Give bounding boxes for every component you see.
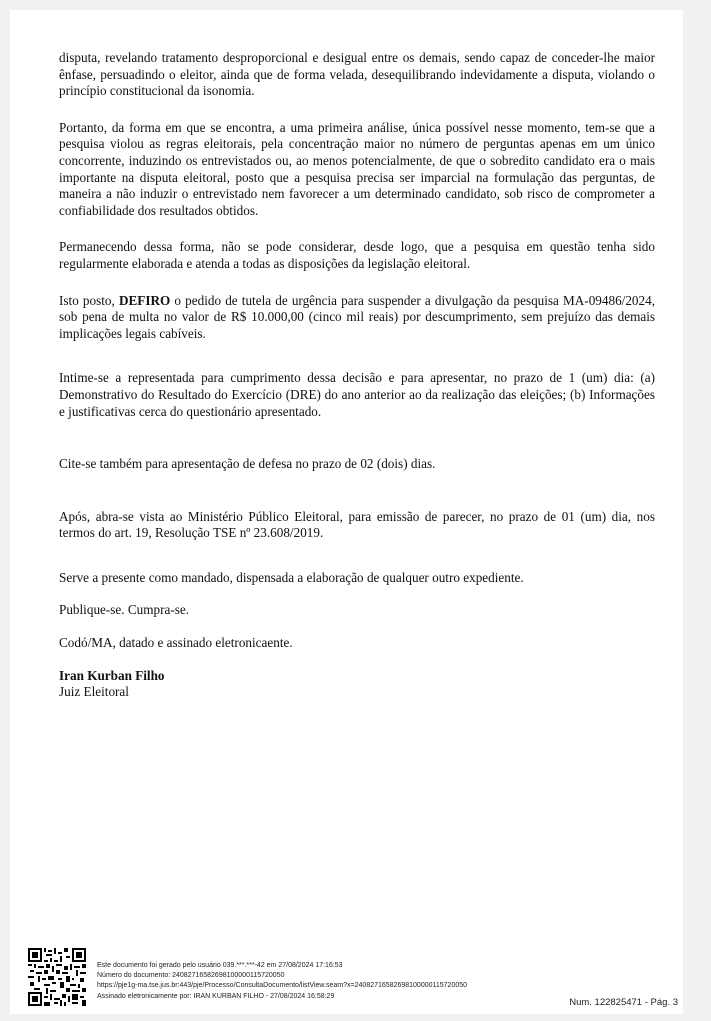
paragraph-intimacao: Intime-se a representada para cumprimento dessa decisão e para apresentar, no prazo de 1 (um) dia: (a) Demonstrativo do Resultado do Exercício (DRE) do ano anterior ao da realização das eleições; (b) Informações e justificativas cerca do questionário apresentado. — [59, 370, 655, 419]
page-number: Num. 122825471 - Pág. 3 — [569, 997, 678, 1008]
signature-role: Juiz Eleitoral — [59, 684, 129, 700]
footer-document-number: Número do documento: 24082716582698100000115720050 — [97, 972, 285, 980]
signature-name: Iran Kurban Filho — [59, 667, 165, 683]
decision-text: o pedido de tutela de urgência para suspender a divulgação da pesquisa MA-09486/2024, sob pena de multa no valor de R$ 10.000,00 (cinco mil reais) por descumprimento, sem prejuízo das demais implicações legais cabíveis. — [59, 292, 656, 341]
paragraph-isonomia: disputa, revelando tratamento desproporcional e desigual entre os demais, sendo capaz de conceder-lhe maior ênfase, persuadindo o eleitor, ainda que de forma velada, desequilibrando indevidamente a disputa, violando o princípio constitucional da isonomia. — [59, 50, 655, 99]
paragraph-analise: Portanto, da forma em que se encontra, a uma primeira análise, única possível nesse momento, tem-se que a pesquisa violou as regras eleitorais, pela concentração maior no número de perguntas apenas em um único concorrente, induzindo os entrevistados ou, ao menos potencialmente, de que o sobredito candidato era o mais importante na disputa eleitoral, posto que a pesquisa precisa ser imparcial na formulação das perguntas, de maneira a não induzir o entrevistado nem favorecer a um determinado candidato, sob risco de comprometer a confiabilidade dos resultados obtidos. — [59, 119, 655, 218]
paragraph-legislacao: Permanecendo dessa forma, não se pode considerar, desde logo, que a pesquisa em questão tenha sido regularmente elaborada e atenda a todas as disposições da legislação eleitoral. — [59, 239, 655, 271]
document-page — [10, 10, 683, 1014]
paragraph-publique: Publique-se. Cumpra-se. — [59, 602, 190, 618]
paragraph-vista-mp: Após, abra-se vista ao Ministério Público Eleitoral, para emissão de parecer, no prazo de 01 (um) dia, nos termos do art. 19, Resolução TSE nº 23.608/2019. — [59, 508, 655, 541]
footer-signed-by: Assinado eletronicamente por: IRAN KURBAN FILHO - 27/08/2024 16:58:29 — [97, 992, 335, 1000]
footer-generated-by: Este documento foi gerado pelo usuário 039.***.***-42 em 27/08/2024 17:16:53 — [97, 962, 343, 969]
decision-lead: Isto posto, — [59, 292, 119, 308]
qr-code-icon — [28, 948, 86, 1006]
document-body — [59, 50, 655, 701]
decision-keyword: DEFIRO — [118, 292, 171, 308]
paragraph-local-data: Codó/MA, datado e assinado eletronicaente. — [59, 635, 293, 651]
footer-metadata — [97, 961, 467, 1002]
paragraph-mandado: Serve a presente como mandado, dispensada a elaboração de qualquer outro expediente. — [59, 569, 524, 585]
paragraph-decision — [59, 293, 655, 343]
footer-document-url: https://pje1g-ma.tse.jus.br:443/pje/Processo/ConsultaDocumento/listView.seam?x=24082716582698100000115720050 — [97, 982, 468, 990]
paragraph-citacao: Cite-se também para apresentação de defesa no prazo de 02 (dois) dias. — [59, 456, 436, 472]
document-footer — [28, 948, 678, 1010]
